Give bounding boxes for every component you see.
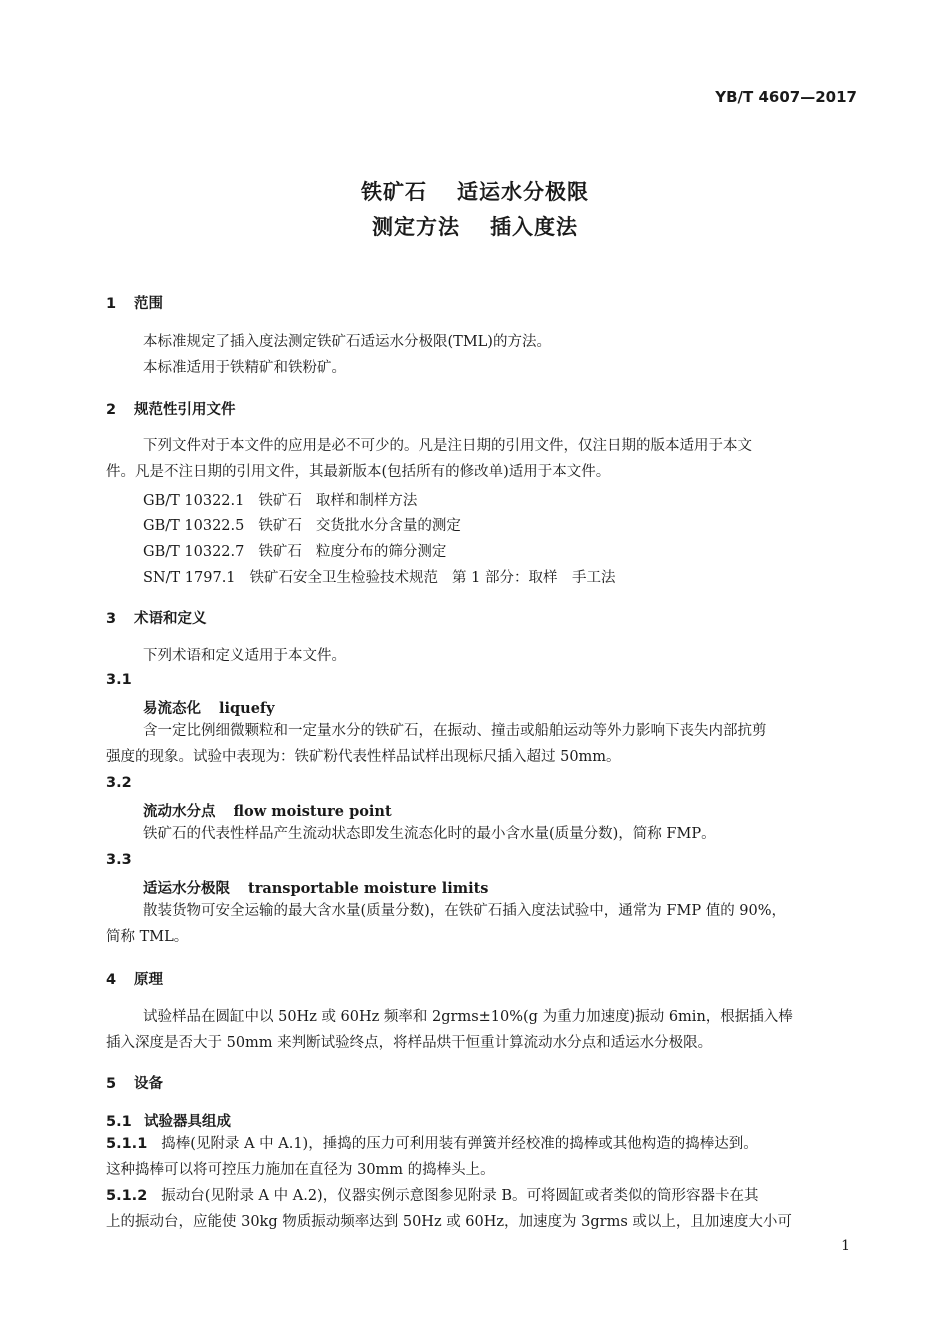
standard-code: YB/T 4607—2017 <box>715 88 857 106</box>
paragraph: 铁矿石的代表性样品产生流动状态即发生流态化时的最小含水量(质量分数)，简称 FMP。 <box>143 826 716 842</box>
document-title-line-2 <box>0 211 950 241</box>
term-heading: 流动水分点 flow moisture point <box>143 803 392 820</box>
section-heading-3: 3 术语和定义 <box>106 611 207 627</box>
paragraph: 本标准适用于铁精矿和铁粉矿。 <box>143 360 346 376</box>
paragraph: 插入深度是否大于 50mm 来判断试验终点，将样品烘干恒重计算流动水分点和适运水分极限。 <box>106 1035 713 1051</box>
title-part: 适运水分极限 <box>457 180 589 204</box>
title-part: 插入度法 <box>490 215 578 239</box>
paragraph: 本标准规定了插入度法测定铁矿石适运水分极限(TML)的方法。 <box>143 334 551 350</box>
paragraph: 强度的现象。试验中表现为：铁矿粉代表性样品试样出现标尺插入超过 50mm。 <box>106 749 621 765</box>
document-title-line-1 <box>0 176 950 206</box>
title-part: 测定方法 <box>372 215 460 239</box>
paragraph: 简称 TML。 <box>106 929 189 945</box>
page-number: 1 <box>841 1238 850 1254</box>
paragraph: 下列术语和定义适用于本文件。 <box>143 648 346 664</box>
clause-5-1-1: 5.1.1 捣棒(见附录 A 中 A.1)，捶捣的压力可利用装有弹簧并经校准的捣棒或其他构造的捣棒达到。 <box>106 1136 758 1152</box>
term-number: 3.1 <box>106 672 132 688</box>
section-heading-5: 5 设备 <box>106 1076 163 1092</box>
paragraph: 下列文件对于本文件的应用是必不可少的。凡是注日期的引用文件，仅注日期的版本适用于本文 <box>143 438 752 454</box>
paragraph: 件。凡是不注日期的引用文件，其最新版本(包括所有的修改单)适用于本文件。 <box>106 464 611 480</box>
clause-5-1-2: 5.1.2 振动台(见附录 A 中 A.2)，仪器实例示意图参见附录 B。可将圆缸或者类似的筒形容器卡在其 <box>106 1188 759 1204</box>
section-heading-2: 2 规范性引用文件 <box>106 402 236 418</box>
term-heading: 适运水分极限 transportable moisture limits <box>143 880 489 897</box>
section-heading-4: 4 原理 <box>106 972 163 988</box>
paragraph: 这种捣棒可以将可控压力施加在直径为 30mm 的捣棒头上。 <box>106 1162 495 1178</box>
term-number: 3.2 <box>106 775 132 791</box>
paragraph: 散装货物可安全运输的最大含水量(质量分数)，在铁矿石插入度法试验中，通常为 FMP 值的 90%， <box>143 903 787 919</box>
subsection-heading-5-1: 5.1 试验器具组成 <box>106 1114 231 1130</box>
section-heading-1: 1 范围 <box>106 296 163 312</box>
paragraph: 试验样品在圆缸中以 50Hz 或 60Hz 频率和 2grms±10%(g 为重力加速度)振动 6min，根据插入棒 <box>143 1009 793 1025</box>
title-part: 铁矿石 <box>361 180 427 204</box>
reference-item: GB/T 10322.1 铁矿石 取样和制样方法 <box>143 493 418 509</box>
reference-item: GB/T 10322.7 铁矿石 粒度分布的筛分测定 <box>143 544 447 560</box>
reference-item: GB/T 10322.5 铁矿石 交货批水分含量的测定 <box>143 518 461 534</box>
term-heading: 易流态化 liquefy <box>143 700 275 717</box>
term-number: 3.3 <box>106 852 132 868</box>
paragraph: 含一定比例细微颗粒和一定量水分的铁矿石，在振动、撞击或船舶运动等外力影响下丧失内部抗剪 <box>143 723 767 739</box>
paragraph: 上的振动台，应能使 30kg 物质振动频率达到 50Hz 或 60Hz，加速度为 3grms 或以上，且加速度大小可 <box>106 1214 792 1230</box>
reference-item: SN/T 1797.1 铁矿石安全卫生检验技术规范 第 1 部分：取样 手工法 <box>143 570 616 586</box>
